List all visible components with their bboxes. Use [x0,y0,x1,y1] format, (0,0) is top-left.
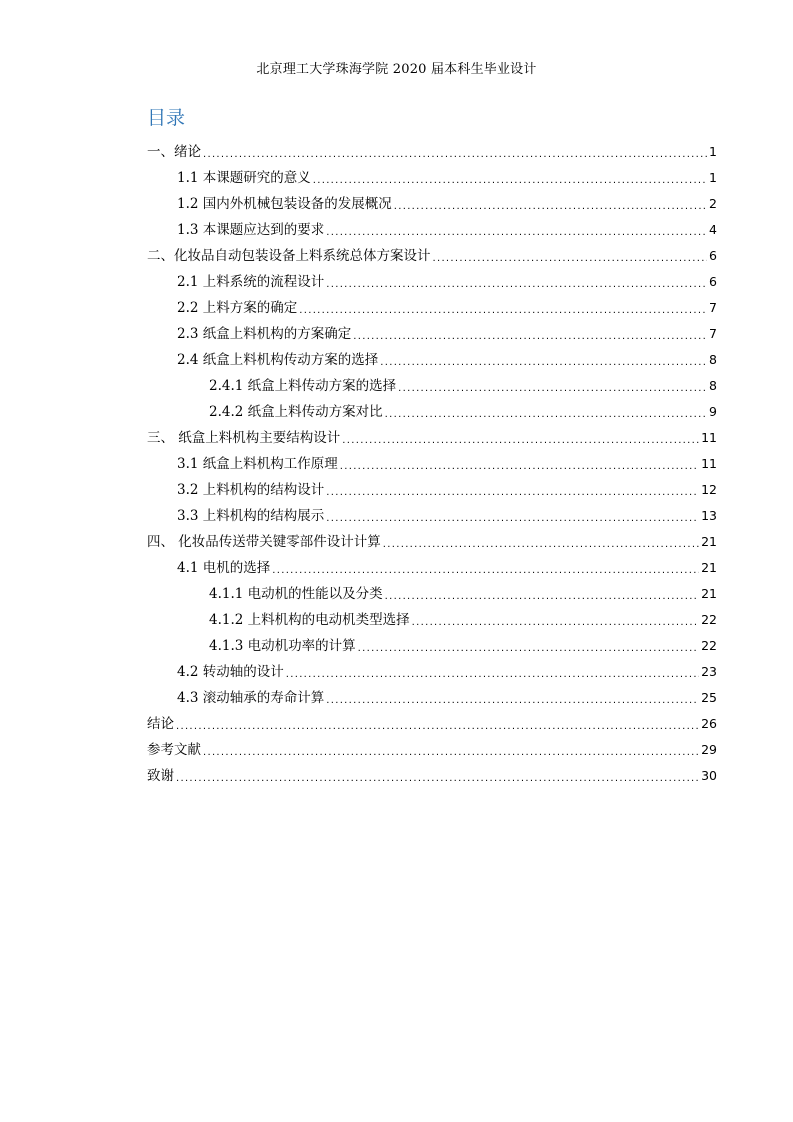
dot-leader [380,357,707,368]
toc-entry-title: 致谢 [147,768,174,784]
toc-entry-page-number: 26 [701,716,717,731]
dot-leader [385,591,699,602]
toc-entry-page-number: 4 [709,222,717,237]
toc-entry-title: 2.4.1 纸盒上料传动方案的选择 [209,378,397,394]
toc-entry-page-number: 8 [709,352,717,367]
toc-entry-title: 4.2 转动轴的设计 [177,664,284,680]
toc-entry[interactable] [177,556,717,578]
toc-entry-page-number: 7 [709,326,717,341]
dot-leader [203,149,707,160]
toc-entry-page-number: 21 [701,560,717,575]
toc-entry-title: 1.1 本课题研究的意义 [177,170,311,186]
toc-entry[interactable] [147,738,717,760]
dot-leader [383,539,699,550]
toc-entry-page-number: 1 [709,170,717,185]
toc-entry-title: 结论 [147,716,174,732]
toc-entry[interactable] [177,166,717,188]
dot-leader [326,513,699,524]
toc-entry[interactable] [177,504,717,526]
toc-entry-page-number: 11 [701,430,717,445]
toc-entry-title: 一、绪论 [147,144,201,160]
dot-leader [203,747,699,758]
dot-leader [412,617,699,628]
dot-leader [353,331,707,342]
toc-entry-page-number: 21 [701,534,717,549]
toc-entry[interactable] [209,634,717,656]
toc-entry-page-number: 23 [701,664,717,679]
toc-entry-page-number: 6 [709,248,717,263]
dot-leader [433,253,708,264]
toc-entry[interactable] [209,400,717,422]
toc-entry-title: 1.2 国内外机械包装设备的发展概况 [177,196,392,212]
toc-entry-title: 1.3 本课题应达到的要求 [177,222,325,238]
toc-entry-page-number: 11 [701,456,717,471]
toc-entry-title: 4.1.1 电动机的性能以及分类 [209,586,383,602]
dot-leader [313,175,707,186]
toc-entry-title: 二、化妆品自动包装设备上料系统总体方案设计 [147,248,431,264]
toc-entry-page-number: 7 [709,300,717,315]
toc-entry[interactable] [177,660,717,682]
dot-leader [385,409,707,420]
toc-entry[interactable] [147,530,717,552]
toc-entry-title: 4.3 滚动轴承的寿命计算 [177,690,325,706]
toc-entry[interactable] [147,426,717,448]
toc-entry-title: 3.3 上料机构的结构展示 [177,508,325,524]
toc-entry[interactable] [177,322,717,344]
toc-entry[interactable] [177,452,717,474]
toc-entry[interactable] [177,478,717,500]
dot-leader [299,305,707,316]
toc-entry-page-number: 22 [701,638,717,653]
dot-leader [340,461,699,472]
dot-leader [326,695,699,706]
toc-entry-title: 4.1.3 电动机功率的计算 [209,638,356,654]
dot-leader [272,565,699,576]
toc-entry-page-number: 12 [701,482,717,497]
toc-entry-title: 四、 化妆品传送带关键零部件设计计算 [147,534,381,550]
toc-entry[interactable] [177,348,717,370]
toc-entry-title: 3.2 上料机构的结构设计 [177,482,325,498]
toc-entry-title: 2.1 上料系统的流程设计 [177,274,325,290]
dot-leader [176,721,699,732]
toc-entry-page-number: 9 [709,404,717,419]
toc-entry-page-number: 8 [709,378,717,393]
toc-entry[interactable] [177,296,717,318]
dot-leader [342,435,699,446]
toc-entry[interactable] [177,270,717,292]
toc-entry-page-number: 25 [701,690,717,705]
toc-entry-page-number: 22 [701,612,717,627]
toc-entry[interactable] [177,192,717,214]
toc-entry-page-number: 6 [709,274,717,289]
toc-entry[interactable] [147,140,717,162]
dot-leader [394,201,707,212]
toc-entry[interactable] [177,218,717,240]
toc-entry-title: 4.1 电机的选择 [177,560,271,576]
toc-entry-title: 3.1 纸盒上料机构工作原理 [177,456,338,472]
dot-leader [326,279,707,290]
dot-leader [286,669,699,680]
toc-entry-page-number: 2 [709,196,717,211]
toc-entry-page-number: 21 [701,586,717,601]
toc-entry-page-number: 1 [709,144,717,159]
toc-entry-title: 2.4 纸盒上料机构传动方案的选择 [177,352,379,368]
toc-entry-title: 2.3 纸盒上料机构的方案确定 [177,326,352,342]
toc-entry[interactable] [209,582,717,604]
toc-title: 目录 [147,107,186,129]
toc-entry[interactable] [147,244,717,266]
toc-entry-title: 参考文献 [147,742,201,758]
toc-entry-title: 2.2 上料方案的确定 [177,300,298,316]
toc-entry[interactable] [177,686,717,708]
toc-entry-title: 三、 纸盒上料机构主要结构设计 [147,430,341,446]
dot-leader [326,227,707,238]
toc-entry[interactable] [209,608,717,630]
dot-leader [176,773,699,784]
toc-entry-title: 4.1.2 上料机构的电动机类型选择 [209,612,410,628]
dot-leader [358,643,699,654]
dot-leader [326,487,699,498]
toc-entry[interactable] [147,712,717,734]
toc-entry-page-number: 30 [701,768,717,783]
toc-entry[interactable] [209,374,717,396]
toc-entry-title: 2.4.2 纸盒上料传动方案对比 [209,404,383,420]
toc-entry[interactable] [147,764,717,786]
running-header: 北京理工大学珠海学院 2020 届本科生毕业设计 [256,62,537,77]
toc-entry-page-number: 29 [701,742,717,757]
toc-entry-page-number: 13 [701,508,717,523]
dot-leader [398,383,707,394]
